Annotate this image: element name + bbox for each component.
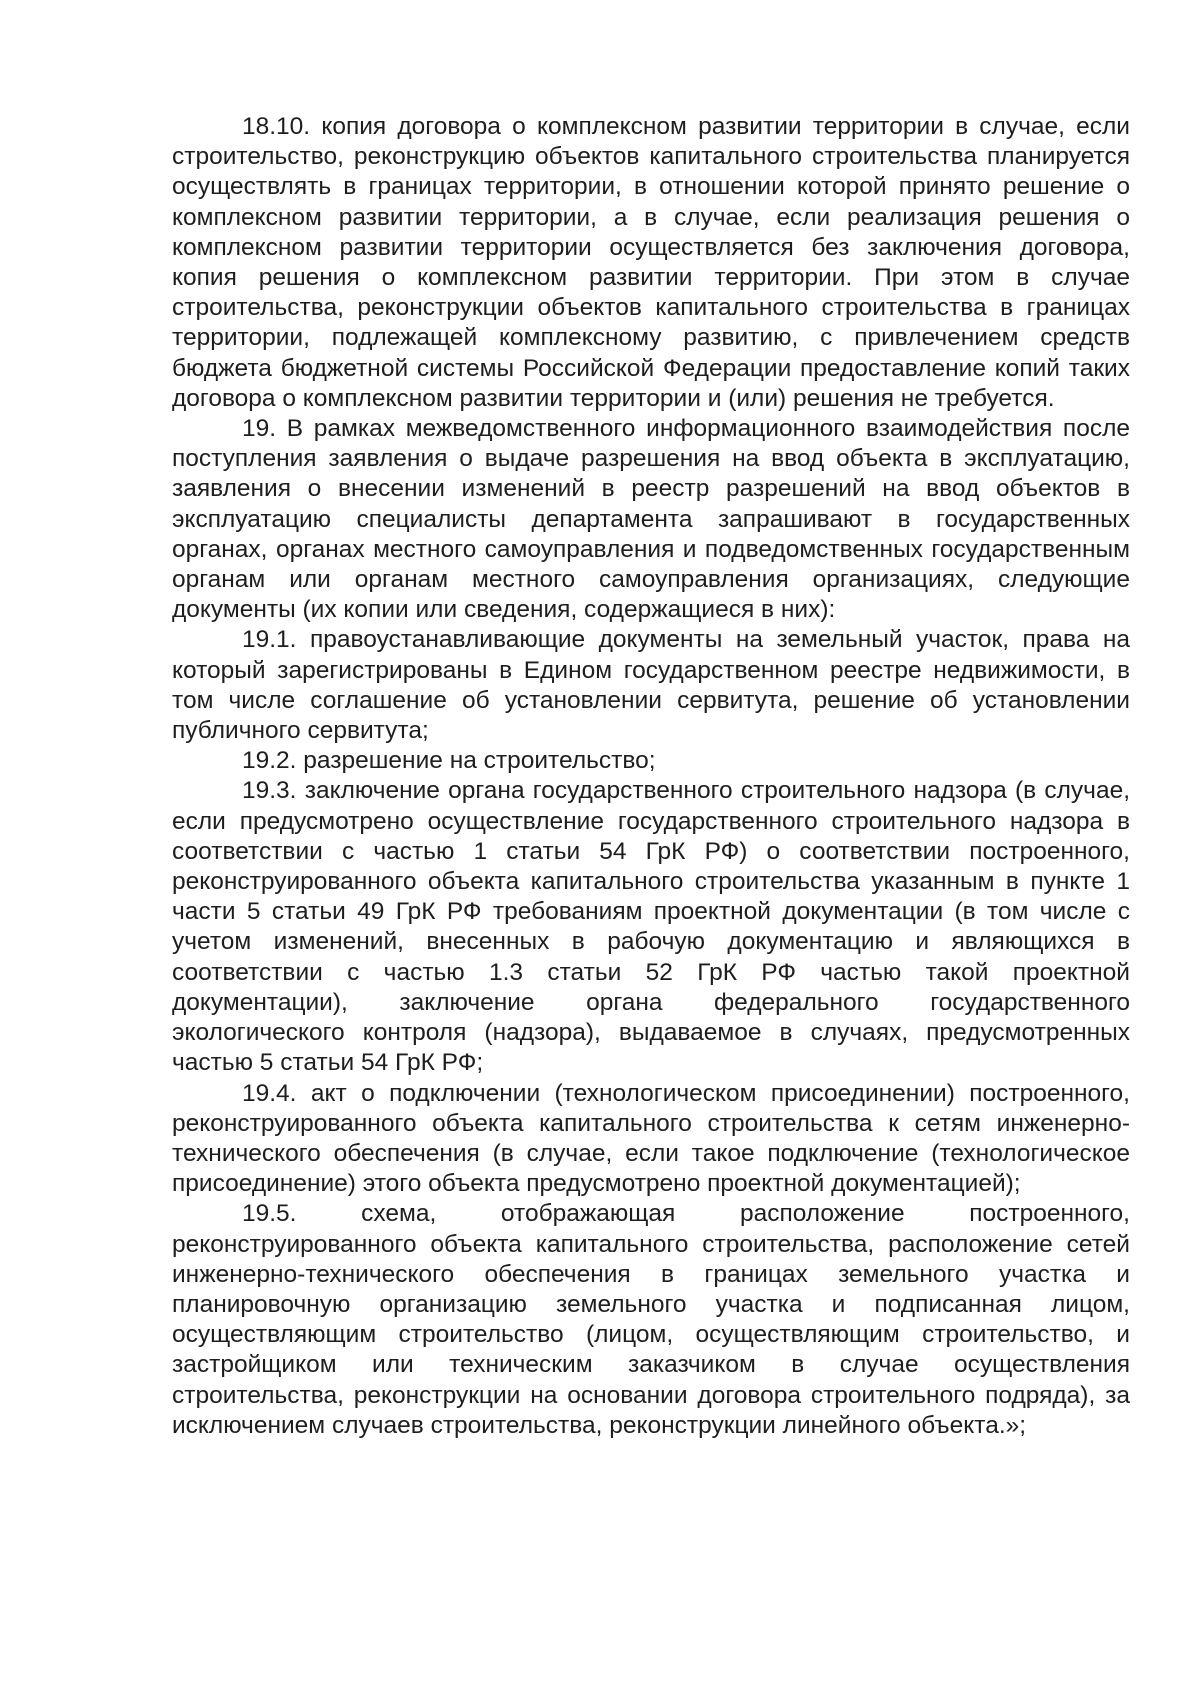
paragraph-18-10: 18.10. копия договора о комплексном развитии территории в случае, если строительство, реконструкцию объектов капитального строительства планируется осуществлять в границах территории, в отношении которой принято решение о комплексном развитии территории, а в случае, если реализация решения о комплексном развитии территории осуществляется без заключения договора, копия решения о комплексном развитии территории. При этом в случае строительства, реконструкции объектов капитального строительства в границах территории, подлежащей комплексному развитию, с привлечением средств бюджета бюджетной системы Российской Федерации предоставление копий таких договора о комплексном развитии территории и (или) решения не требуется.: [172, 113, 1130, 412]
paragraph-19-3: 19.3. заключение органа государственного строительного надзора (в случае, если предусмотрено осуществление государственного строительного надзора в соответствии с частью 1 статьи 54 ГрК РФ) о соответствии построенного, реконструированного объекта капитального строительства указанным в пункте 1 части 5 статьи 49 ГрК РФ требованиям проектной документации (в том числе с учетом изменений, внесенных в рабочую документацию и являющихся в соответствии с частью 1.3 статьи 52 ГрК РФ частью такой проектной документации), заключение органа федерального государственного экологического контроля (надзора), выдаваемое в случаях, предусмотренных частью 5 статьи 54 ГрК РФ;: [172, 777, 1130, 1077]
paragraph-19-4: 19.4. акт о подключении (технологическом присоединении) построенного, реконструированного объекта капитального строительства к сетям инженерно-технического обеспечения (в случае, если такое подключение (технологическое присоединение) этого объекта предусмотрено проектной документацией);: [172, 1079, 1130, 1198]
paragraph-19-1: 19.1. правоустанавливающие документы на земельный участок, права на который зарегистрированы в Едином государственном реестре недвижимости, в том числе соглашение об установлении сервитута, решение об установлении публичного сервитута;: [172, 626, 1130, 745]
paragraph-19: 19. В рамках межведомственного информационного взаимодействия после поступления заявления о выдаче разрешения на ввод объекта в эксплуатацию, заявления о внесении изменений в реестр разрешений на ввод объектов в эксплуатацию специалисты департамента запрашивают в государственных органах, органах местного самоуправления и подведомственных государственным органам или органам местного самоуправления организациях, следующие документы (их копии или сведения, содержащиеся в них):: [172, 415, 1130, 624]
paragraph-19-2: 19.2. разрешение на строительство;: [242, 747, 656, 775]
paragraph-19-5: 19.5. схема, отображающая расположение построенного, реконструированного объекта капитального строительства, расположение сетей инженерно-технического обеспечения в границах земельного участка и планировочную организацию земельного участка и подписанная лицом, осуществляющим строительство (лицом, осуществляющим строительство, и застройщиком или техническим заказчиком в случае осуществления строительства, реконструкции на основании договора строительного подряда), за исключением случаев строительства, реконструкции линейного объекта.»;: [172, 1200, 1130, 1439]
